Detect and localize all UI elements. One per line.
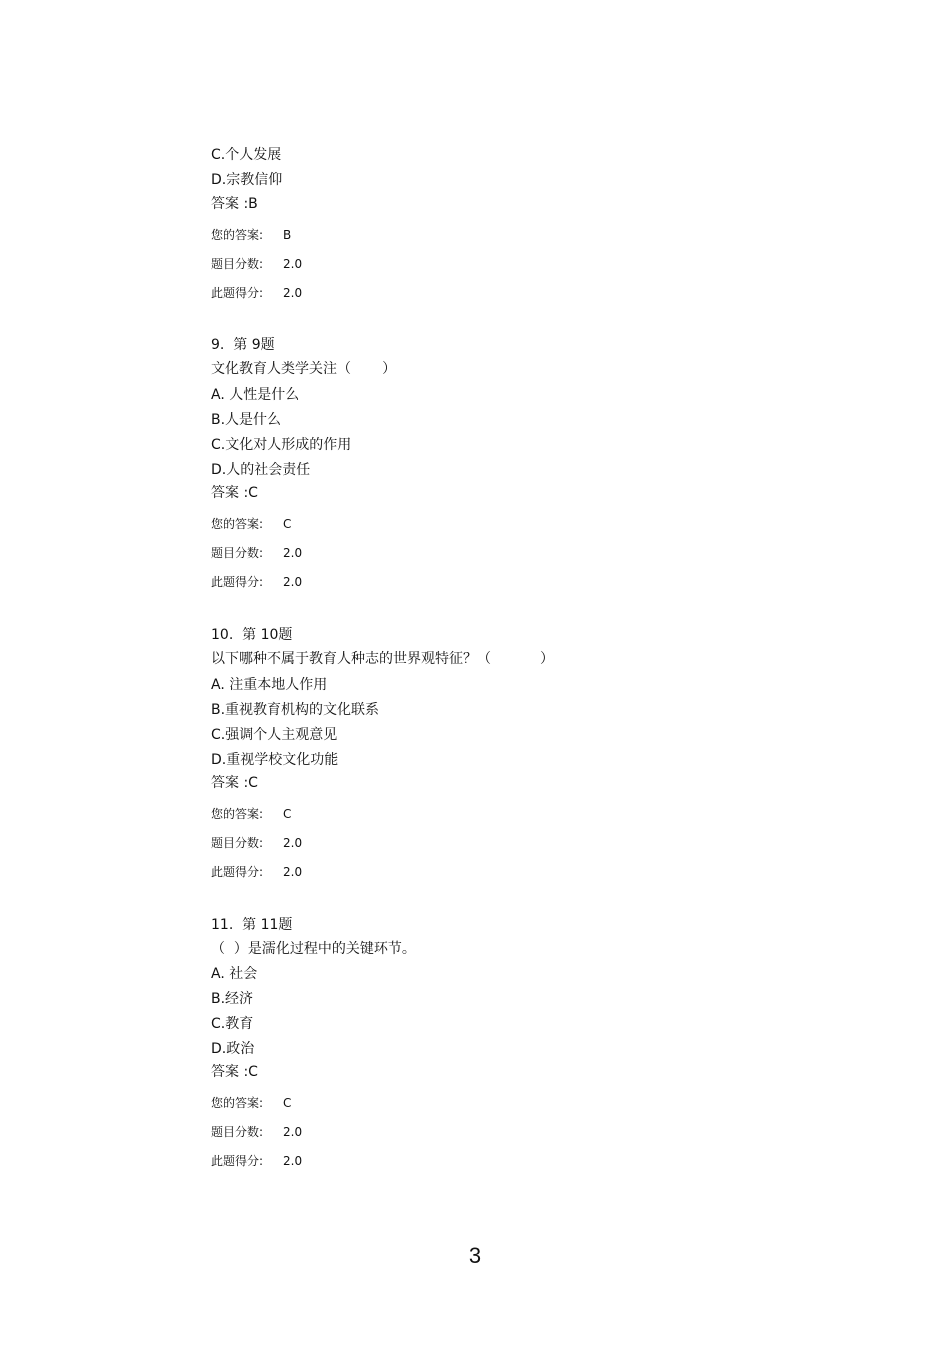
correct-answer: 答案 :C bbox=[211, 775, 258, 791]
question-header: 9. 第 9题 bbox=[211, 337, 275, 353]
option-d: D.宗教信仰 bbox=[211, 172, 283, 188]
score-obtained-row bbox=[211, 1153, 302, 1169]
question-score-row bbox=[211, 545, 302, 561]
correct-answer: 答案 :C bbox=[211, 1064, 258, 1080]
option-c: C.个人发展 bbox=[211, 147, 282, 163]
question-score-row bbox=[211, 256, 302, 272]
score-obtained-label: 此题得分: bbox=[211, 865, 264, 879]
option-a: A. 人性是什么 bbox=[211, 387, 300, 403]
page-number: 3 bbox=[468, 1243, 482, 1268]
score-obtained-row bbox=[211, 574, 302, 590]
question-score-row bbox=[211, 1124, 302, 1140]
option-a: A. 社会 bbox=[211, 966, 258, 982]
correct-answer: 答案 :C bbox=[211, 485, 258, 501]
option-b: B.经济 bbox=[211, 991, 254, 1007]
your-answer-label: 您的答案: bbox=[211, 1096, 264, 1110]
question-text: 文化教育人类学关注（ ） bbox=[211, 361, 397, 377]
score-obtained-row bbox=[211, 285, 302, 301]
question-text: （ ）是濡化过程中的关键环节。 bbox=[211, 941, 416, 957]
question-score-label: 题目分数: bbox=[211, 546, 264, 560]
your-answer-label: 您的答案: bbox=[211, 517, 264, 531]
your-answer-value: C bbox=[283, 1096, 292, 1110]
option-b: B.人是什么 bbox=[211, 412, 282, 428]
question-header: 11. 第 11题 bbox=[211, 917, 293, 933]
question-score-value: 2.0 bbox=[283, 1125, 303, 1139]
question-score-row bbox=[211, 835, 302, 851]
your-answer-value: B bbox=[283, 228, 292, 242]
correct-answer: 答案 :B bbox=[211, 196, 258, 212]
your-answer-label: 您的答案: bbox=[211, 807, 264, 821]
question-score-value: 2.0 bbox=[283, 257, 303, 271]
score-obtained-value: 2.0 bbox=[283, 286, 303, 300]
your-answer-row bbox=[211, 227, 291, 243]
question-score-value: 2.0 bbox=[283, 546, 303, 560]
score-obtained-value: 2.0 bbox=[283, 1154, 303, 1168]
option-a: A. 注重本地人作用 bbox=[211, 677, 328, 693]
score-obtained-value: 2.0 bbox=[283, 575, 303, 589]
your-answer-row bbox=[211, 806, 291, 822]
option-c: C.强调个人主观意见 bbox=[211, 727, 338, 743]
option-d: D.重视学校文化功能 bbox=[211, 752, 339, 768]
score-obtained-label: 此题得分: bbox=[211, 575, 264, 589]
option-b: B.重视教育机构的文化联系 bbox=[211, 702, 380, 718]
score-obtained-value: 2.0 bbox=[283, 865, 303, 879]
option-c: C.教育 bbox=[211, 1016, 254, 1032]
your-answer-value: C bbox=[283, 807, 292, 821]
option-c: C.文化对人形成的作用 bbox=[211, 437, 352, 453]
question-score-label: 题目分数: bbox=[211, 257, 264, 271]
your-answer-value: C bbox=[283, 517, 292, 531]
option-d: D.政治 bbox=[211, 1041, 255, 1057]
question-score-value: 2.0 bbox=[283, 836, 303, 850]
your-answer-label: 您的答案: bbox=[211, 228, 264, 242]
question-text: 以下哪种不属于教育人种志的世界观特征？（ ） bbox=[211, 651, 554, 667]
option-d: D.人的社会责任 bbox=[211, 462, 311, 478]
question-score-label: 题目分数: bbox=[211, 1125, 264, 1139]
your-answer-row bbox=[211, 516, 291, 532]
your-answer-row bbox=[211, 1095, 291, 1111]
score-obtained-label: 此题得分: bbox=[211, 286, 264, 300]
question-score-label: 题目分数: bbox=[211, 836, 264, 850]
question-header: 10. 第 10题 bbox=[211, 627, 293, 643]
score-obtained-row bbox=[211, 864, 302, 880]
score-obtained-label: 此题得分: bbox=[211, 1154, 264, 1168]
